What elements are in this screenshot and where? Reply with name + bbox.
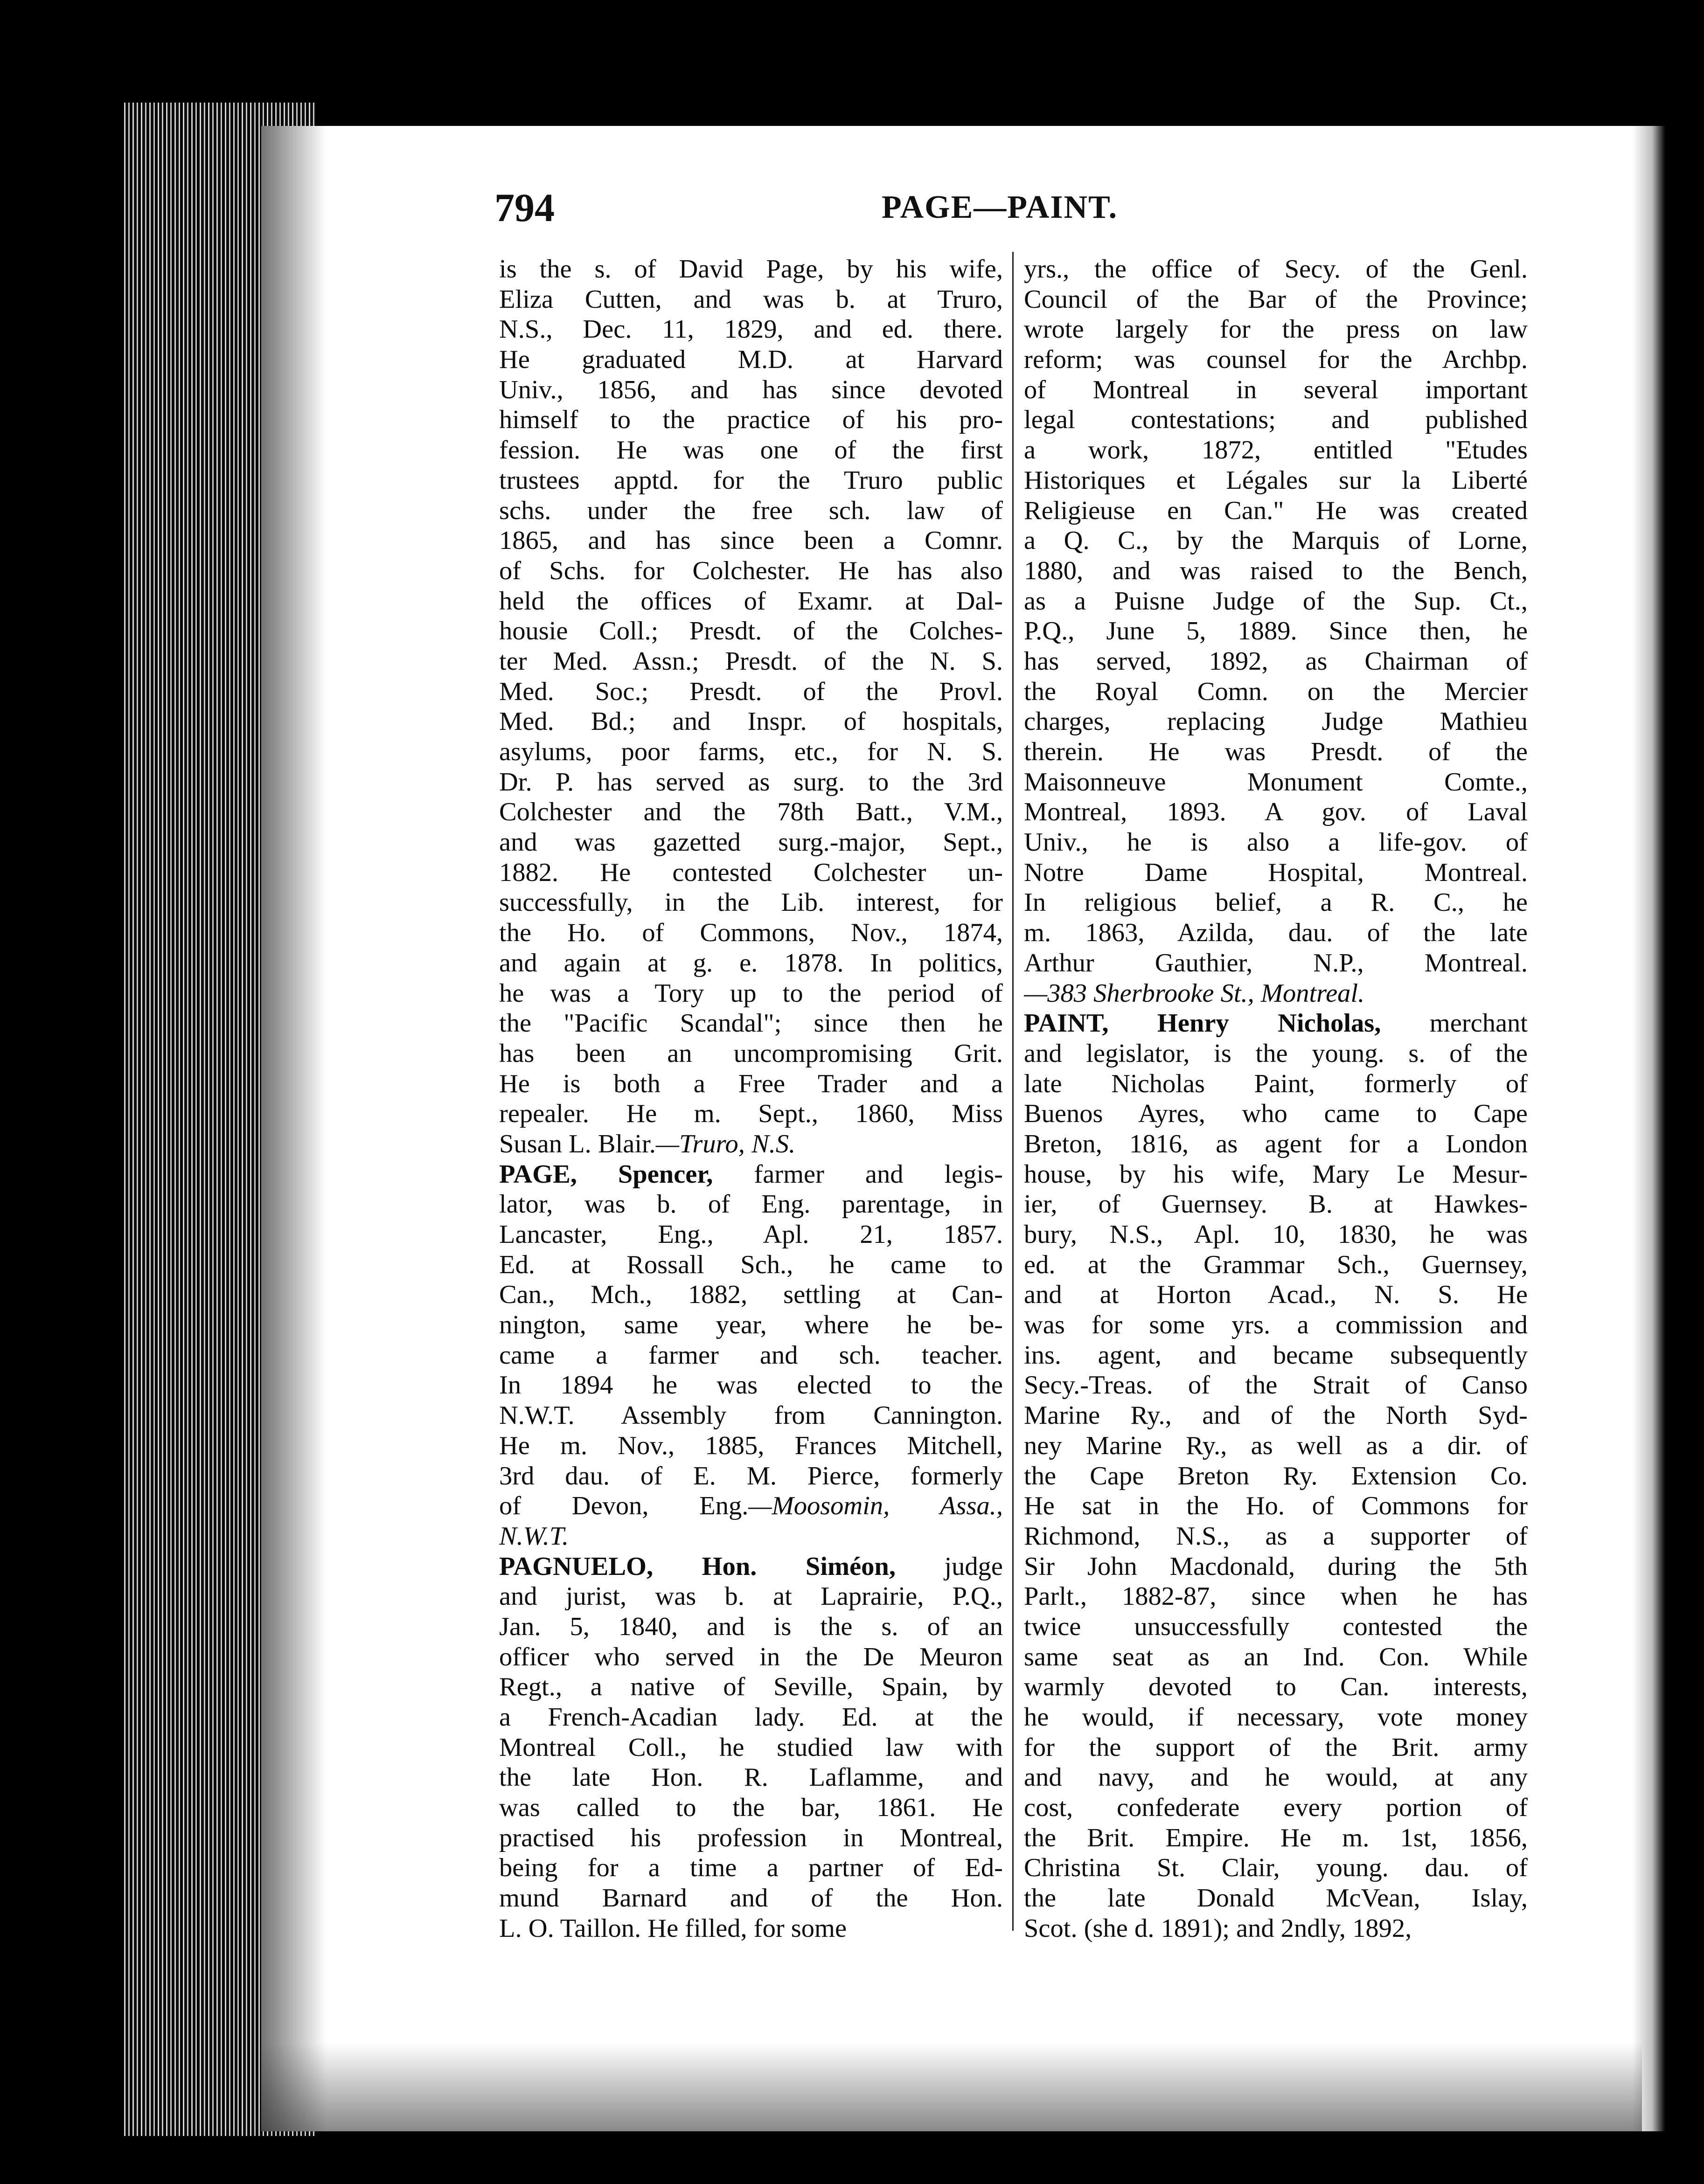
text-line: late Nicholas Paint, formerly of <box>1024 1069 1528 1098</box>
running-head: PAGE—PAINT. <box>882 189 1118 225</box>
text-line: of Montreal in several important <box>1024 375 1528 404</box>
text-line: of Schs. for Colchester. He has also <box>499 556 1003 585</box>
text-line: He is both a Free Trader and a <box>499 1069 1003 1098</box>
text-line: Med. Bd.; and Inspr. of hospitals, <box>499 707 1003 736</box>
text-line <box>1024 978 1528 1009</box>
text-line: is the s. of David Page, by his wife, <box>499 255 1003 284</box>
text-line: Dr. P. has served as surg. to the 3rd <box>499 767 1003 797</box>
text-line: a work, 1872, entitled "Etudes <box>1024 436 1528 465</box>
text-line: Regt., a native of Seville, Spain, by <box>499 1672 1003 1702</box>
text-line: the Brit. Empire. He m. 1st, 1856, <box>1024 1823 1528 1852</box>
text-line: Historiques et Légales sur la Liberté <box>1024 465 1528 495</box>
text-line: and at Horton Acad., N. S. He <box>1024 1280 1528 1310</box>
page-header <box>494 184 1549 236</box>
text-line: and again at g. e. 1878. In politics, <box>499 948 1003 978</box>
gutter-shadow <box>261 126 327 2131</box>
text-line: held the offices of Examr. at Dal- <box>499 586 1003 616</box>
text-line: was called to the bar, 1861. He <box>499 1793 1003 1823</box>
text-line: mund Barnard and of the Hon. <box>499 1884 1003 1913</box>
text-line: Montreal Coll., he studied law with <box>499 1733 1003 1762</box>
text-line: Maisonneuve Monument Comte., <box>1024 767 1528 797</box>
text-line: Lancaster, Eng., Apl. 21, 1857. <box>499 1220 1003 1249</box>
text-line: successfully, in the Lib. interest, for <box>499 888 1003 917</box>
text-line: ier, of Guernsey. B. at Hawkes- <box>1024 1190 1528 1219</box>
text-line: 3rd dau. of E. M. Pierce, formerly <box>499 1461 1003 1491</box>
text-line: the Cape Breton Ry. Extension Co. <box>1024 1461 1528 1491</box>
text-line: Buenos Ayres, who came to Cape <box>1024 1099 1528 1129</box>
text-line: practised his profession in Montreal, <box>499 1823 1003 1852</box>
text-line: bury, N.S., Apl. 10, 1830, he was <box>1024 1220 1528 1249</box>
text-line: 1880, and was raised to the Bench, <box>1024 556 1528 585</box>
text-line: Jan. 5, 1840, and is the s. of an <box>499 1612 1003 1641</box>
text-line: schs. under the free sch. law of <box>499 496 1003 525</box>
text-line: twice unsuccessfully contested the <box>1024 1612 1528 1641</box>
text-line: Univ., 1856, and has since devoted <box>499 375 1003 404</box>
text-line: and legislator, is the young. s. of the <box>1024 1039 1528 1068</box>
text-line: Marine Ry., and of the North Syd- <box>1024 1401 1528 1430</box>
text-line: Richmond, N.S., as a supporter of <box>1024 1521 1528 1551</box>
page-edge-right <box>1633 126 1665 2131</box>
text-line: he was a Tory up to the period of <box>499 978 1003 1008</box>
entry-address: —Truro, N.S. <box>655 1129 796 1158</box>
text-line: Susan L. Blair.—Truro, N.S. <box>499 1129 796 1158</box>
right-column <box>1024 254 1528 1944</box>
text-line: repealer. He m. Sept., 1860, Miss <box>499 1099 1003 1129</box>
text-line: nington, same year, where he be- <box>499 1310 1003 1340</box>
text-line: the Royal Comn. on the Mercier <box>1024 677 1528 706</box>
text-line: m. 1863, Azilda, dau. of the late <box>1024 918 1528 948</box>
text-line: Scot. (she d. 1891); and 2ndly, 1892, <box>1024 1914 1412 1943</box>
entry-headword: PAGE, Spencer, <box>499 1159 713 1189</box>
text-line: Arthur Gauthier, N.P., Montreal. <box>1024 948 1528 978</box>
text-line: has been an uncompromising Grit. <box>499 1039 1003 1068</box>
text-line: wrote largely for the press on law <box>1024 315 1528 344</box>
text-line: Colchester and the 78th Batt., V.M., <box>499 797 1003 827</box>
text-line: the late Donald McVean, Islay, <box>1024 1884 1528 1913</box>
entry-address: —Moosomin, Assa., <box>748 1491 1003 1521</box>
text-line: PAGE, Spencer, farmer and legis- <box>499 1159 1003 1189</box>
text-line: being for a time a partner of Ed- <box>499 1853 1003 1883</box>
text-line: PAINT, Henry Nicholas, merchant <box>1024 1009 1528 1038</box>
text-line: ed. at the Grammar Sch., Guernsey, <box>1024 1250 1528 1279</box>
text-line: same seat as an Ind. Con. While <box>1024 1642 1528 1671</box>
text-line: housie Coll.; Presdt. of the Colches- <box>499 617 1003 646</box>
text-line: legal contestations; and published <box>1024 405 1528 435</box>
left-column <box>499 254 1003 1944</box>
text-line: Secy.-Treas. of the Strait of Canso <box>1024 1371 1528 1400</box>
text-line: and was gazetted surg.-major, Sept., <box>499 828 1003 857</box>
entry-headword: PAINT, Henry Nicholas, <box>1024 1009 1381 1038</box>
text-line: warmly devoted to Can. interests, <box>1024 1672 1528 1702</box>
text-line: yrs., the office of Secy. of the Genl. <box>1024 255 1528 284</box>
text-line: 1882. He contested Colchester un- <box>499 858 1003 887</box>
text-line: He graduated M.D. at Harvard <box>499 345 1003 374</box>
text-line: cost, confederate every portion of <box>1024 1793 1528 1823</box>
text-line: a French-Acadian lady. Ed. at the <box>499 1703 1003 1732</box>
text-line: Parlt., 1882-87, since when he has <box>1024 1582 1528 1611</box>
text-line: the "Pacific Scandal"; since then he <box>499 1009 1003 1038</box>
text-line: trustees apptd. for the Truro public <box>499 465 1003 495</box>
text-line: and navy, and he would, at any <box>1024 1763 1528 1792</box>
text-line: lator, was b. of Eng. parentage, in <box>499 1190 1003 1219</box>
text-line: Council of the Bar of the Province; <box>1024 284 1528 314</box>
text-line: asylums, poor farms, etc., for N. S. <box>499 737 1003 766</box>
text-line: In 1894 he was elected to the <box>499 1371 1003 1400</box>
text-line: He sat in the Ho. of Commons for <box>1024 1491 1528 1521</box>
text-line: N.W.T. Assembly from Cannington. <box>499 1401 1003 1430</box>
text-line: charges, replacing Judge Mathieu <box>1024 707 1528 736</box>
text-line: Sir John Macdonald, during the 5th <box>1024 1552 1528 1581</box>
text-line: of Devon, Eng.—Moosomin, Assa., <box>499 1491 1003 1521</box>
text-line: Notre Dame Hospital, Montreal. <box>1024 858 1528 887</box>
text-line: fession. He was one of the first <box>499 436 1003 465</box>
text-line: He m. Nov., 1885, Frances Mitchell, <box>499 1431 1003 1460</box>
text-line: ter Med. Assn.; Presdt. of the N. S. <box>499 646 1003 676</box>
text-line: he would, if necessary, vote money <box>1024 1703 1528 1732</box>
text-line: In religious belief, a R. C., he <box>1024 888 1528 917</box>
text-line: for the support of the Brit. army <box>1024 1733 1528 1762</box>
text-line: Christina St. Clair, young. dau. of <box>1024 1853 1528 1883</box>
text-line: Univ., he is also a life-gov. of <box>1024 828 1528 857</box>
text-line: the Ho. of Commons, Nov., 1874, <box>499 918 1003 948</box>
text-line: PAGNUELO, Hon. Siméon, judge <box>499 1552 1003 1581</box>
entry-address: —383 Sherbrooke St., Montreal. <box>1024 978 1365 1008</box>
text-line: has served, 1892, as Chairman of <box>1024 646 1528 676</box>
text-line: P.Q., June 5, 1889. Since then, he <box>1024 617 1528 646</box>
text-line: Breton, 1816, as agent for a London <box>1024 1129 1528 1158</box>
text-line: the late Hon. R. Laflamme, and <box>499 1763 1003 1792</box>
text-line: as a Puisne Judge of the Sup. Ct., <box>1024 586 1528 616</box>
text-line: Ed. at Rossall Sch., he came to <box>499 1250 1003 1279</box>
text-line: and jurist, was b. at Laprairie, P.Q., <box>499 1582 1003 1611</box>
text-line: reform; was counsel for the Archbp. <box>1024 345 1528 374</box>
entry-headword: PAGNUELO, Hon. Siméon, <box>499 1552 896 1581</box>
text-line: therein. He was Presdt. of the <box>1024 737 1528 766</box>
text-line: was for some yrs. a commission and <box>1024 1310 1528 1340</box>
text-line: Religieuse en Can." He was created <box>1024 496 1528 525</box>
column-divider <box>1012 252 1014 1931</box>
text-line: himself to the practice of his pro- <box>499 405 1003 435</box>
page-number: 794 <box>494 185 555 230</box>
text-line: Eliza Cutten, and was b. at Truro, <box>499 284 1003 314</box>
text-line: officer who served in the De Meuron <box>499 1642 1003 1671</box>
text-line: Can., Mch., 1882, settling at Can- <box>499 1280 1003 1310</box>
text-line: Med. Soc.; Presdt. of the Provl. <box>499 677 1003 706</box>
text-line: 1865, and has since been a Comnr. <box>499 526 1003 555</box>
text-line: Montreal, 1893. A gov. of Laval <box>1024 797 1528 827</box>
text-line: a Q. C., by the Marquis of Lorne, <box>1024 526 1528 555</box>
text-line: N.S., Dec. 11, 1829, and ed. there. <box>499 315 1003 344</box>
page-edge-bottom <box>261 2043 1642 2131</box>
text-line: L. O. Taillon. He filled, for some <box>499 1914 847 1943</box>
text-line: N.W.T. <box>499 1521 569 1551</box>
text-line: ins. agent, and became subsequently <box>1024 1340 1528 1370</box>
text-line: house, by his wife, Mary Le Mesur- <box>1024 1159 1528 1189</box>
text-line: came a farmer and sch. teacher. <box>499 1340 1003 1370</box>
text-line: ney Marine Ry., as well as a dir. of <box>1024 1431 1528 1460</box>
